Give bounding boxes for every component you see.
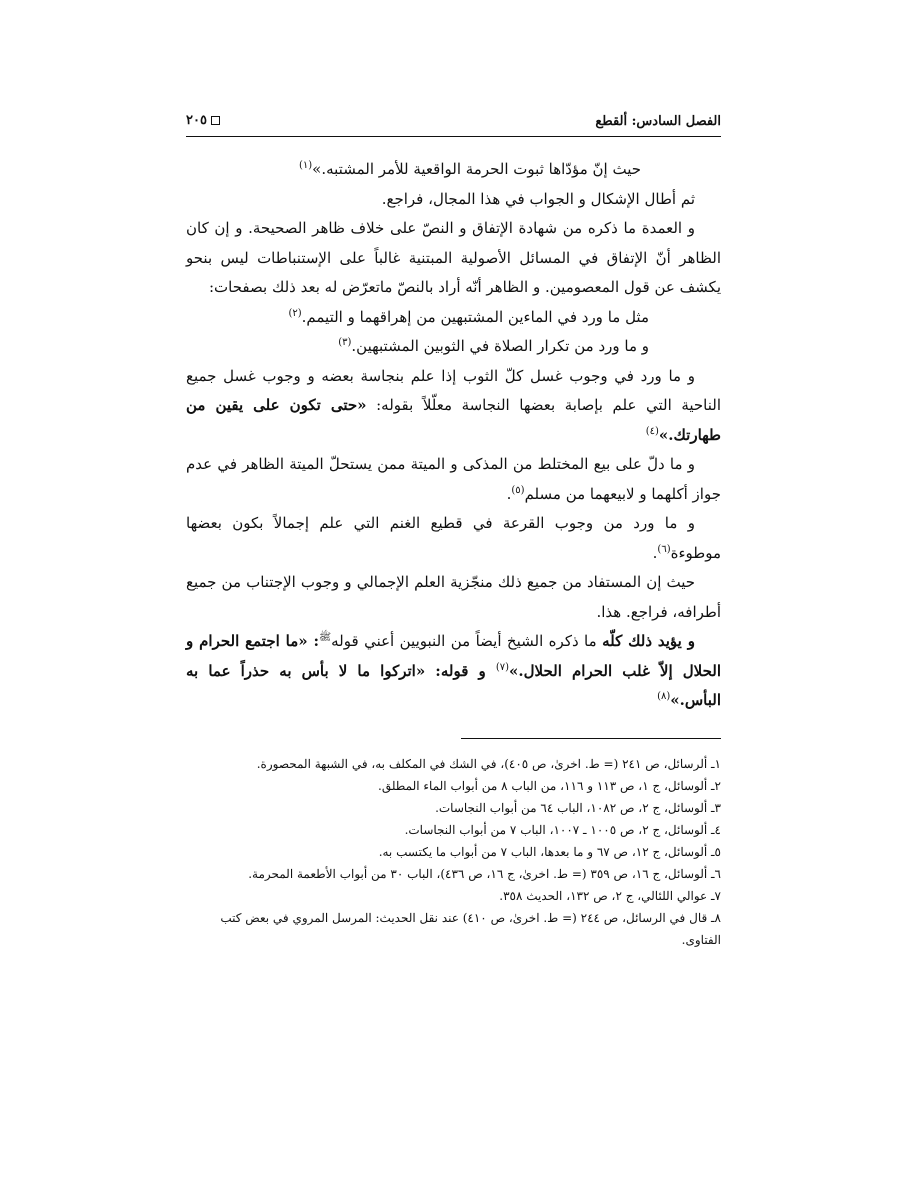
footnote-item: ٣ـ ألوسائل، ج ٢، ص ١٠٨٢، الباب ٦٤ من أبواب النجاسات. — [435, 800, 721, 815]
paragraph-text: و العمدة ما ذكره من شهادة الإتفاق و النصّ على خلاف ظاهر الصحيحة. و إن كان الظاهر أنّ الإتفاق في المسائل الأصولية المبتنية غالباً على الإستنباطات ليس بنحو يكشف عن قول المعصومين. و الظاهر أنّه أراد بالنصّ ماتعرّض له بعد ذلك بصفحات: — [186, 219, 721, 296]
footnote-item: ١ـ ألرسائل، ص ٢٤١ (= ط. اخرىٰ، ص ٤٠٥)، في الشك في المكلف به، في الشبهة المحصورة. — [256, 756, 721, 771]
paragraph — [186, 185, 721, 215]
paragraph — [186, 627, 721, 716]
paragraph-text: و ما ورد من تكرار الصلاة في الثوبين المشتبهين. — [351, 337, 649, 355]
paragraph — [186, 450, 721, 509]
paragraph — [186, 332, 721, 362]
paragraph-end: . — [506, 484, 512, 503]
footnotes — [186, 753, 721, 951]
footnote-ref[interactable]: (٢) — [288, 307, 302, 319]
footnote-ref[interactable]: (٨) — [657, 691, 671, 702]
bold-lead: و يؤيد ذلك كلّه — [602, 632, 695, 650]
paragraph — [186, 155, 721, 185]
paragraph-text: و ما ورد من وجوب القرعة في قطيع الغنم التي علم إجمالاً بكون بعضها موطوءة — [186, 514, 721, 562]
paragraph-text: مثل ما ورد في الماءين المشتبهين من إهراقهما و التيمم. — [301, 307, 649, 326]
footnote-ref[interactable]: (٤) — [645, 425, 659, 437]
footnote-item: ٧ـ عوالي اللئالي، ج ٢، ص ١٣٢، الحديث ٣٥٨. — [499, 888, 721, 903]
salawat-symbol: ﷺ — [319, 632, 332, 643]
footnote-ref[interactable]: (٦) — [657, 543, 671, 555]
footnote-ref[interactable]: (١) — [298, 160, 313, 171]
quoted-hadith: و قوله: «اتركوا ما لا بأس به حذراً عما به البأس.» — [186, 661, 721, 709]
paragraph-text: حيث إنّ مؤدّاها ثبوت الحرمة الواقعية للأمر المشتبه.» — [312, 160, 641, 178]
running-header — [186, 110, 721, 137]
footnote-item: ٦ـ ألوسائل، ج ١٦، ص ٣٥٩ (= ط. اخرىٰ، ج ١٦، ص ٤٣٦)، الباب ٣٠ من أبواب الأطعمة المحرمة. — [248, 866, 721, 881]
paragraph-end: . — [652, 543, 658, 562]
paragraph-text: و ما دلّ على بيع المختلط من المذكى و الميتة ممن يستحلّ الميتة الظاهر في عدم جواز أكلهما و لابيعهما من مسلم — [186, 455, 721, 503]
footnote-item: ٨ـ قال في الرسائل، ص ٢٤٤ (= ط. اخرىٰ، ص ٤١٠) عند نقل الحديث: المرسل المروي في بعض كتب الفتاوى. — [220, 910, 721, 947]
paragraph-text: و ما ورد في وجوب غسل كلّ الثوب إذا علم بنجاسة بعضه و وجوب غسل جميع الناحية التي علم بإصابة بعضها النجاسة معلّلاً بقوله: — [186, 366, 721, 414]
quoted-hadith: «حتى تكون على يقين من طهارتك.» — [186, 396, 721, 444]
paragraph — [186, 568, 721, 627]
paragraph-text: ثم أطال الإشكال و الجواب في هذا المجال، فراجع. — [381, 189, 695, 208]
footnote-item: ٥ـ ألوسائل، ج ١٢، ص ٦٧ و ما بعدها، الباب ٧ من أبواب ما يكتسب به. — [378, 844, 721, 859]
footnote-item: ٢ـ ألوسائل، ج ١، ص ١١٣ و ١١٦، من الباب ٨ من أبواب الماء المطلق. — [378, 778, 721, 793]
page-number: ٢٠٥ — [186, 113, 207, 128]
footnote-ref[interactable]: (٥) — [511, 484, 525, 496]
square-bullet-icon — [211, 116, 220, 125]
paragraph — [186, 214, 721, 303]
paragraph — [186, 509, 721, 568]
page-number-block — [186, 113, 220, 128]
paragraph-text: حيث إن المستفاد من جميع ذلك منجّزية العلم الإجمالي و وجوب الإجتناب من جميع أطرافه، فراجع. هذا. — [186, 573, 721, 621]
paragraph-text: ما ذكره الشيخ أيضاً من النبويين أعني قوله — [331, 632, 597, 650]
footnote-ref[interactable]: (٧) — [495, 661, 510, 673]
paragraph — [186, 362, 721, 451]
book-page — [186, 110, 721, 1110]
quoted-hadith: : «ما اجتمع الحرام و الحلال إلاّ غلب الحرام الحلال.» — [186, 632, 722, 680]
footnote-ref[interactable]: (٣) — [338, 337, 352, 348]
footnote-separator — [461, 738, 721, 739]
chapter-title: الفصل السادس: ألقطع — [595, 114, 721, 129]
main-text — [186, 155, 721, 716]
paragraph — [186, 303, 721, 333]
footnote-item: ٤ـ ألوسائل، ج ٢، ص ١٠٠٥ ـ ١٠٠٧، الباب ٧ من أبواب النجاسات. — [404, 822, 721, 837]
